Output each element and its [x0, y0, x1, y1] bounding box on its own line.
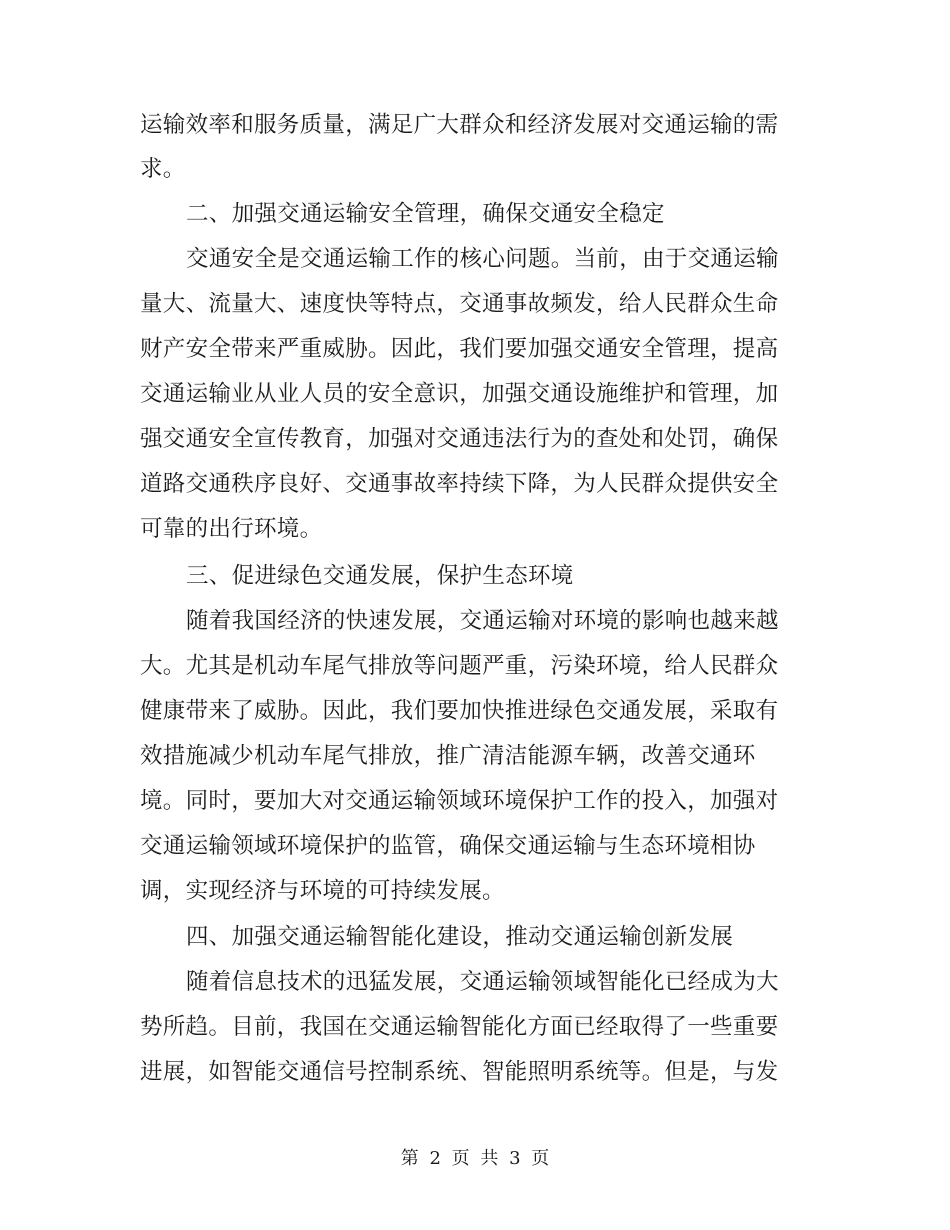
section-heading: 四、加强交通运输智能化建设，推动交通运输创新发展 — [186, 924, 734, 950]
section-heading: 三、促进绿色交通发展，保护生态环境 — [186, 563, 574, 589]
text-line: 可靠的出行环境。 — [140, 516, 323, 542]
text-line: 量大、流量大、速度快等特点，交通事故频发，给人民群众生命 — [140, 291, 779, 317]
text-line: 道路交通秩序良好、交通事故率持续下降，为人民群众提供安全 — [140, 471, 779, 497]
text-line: 健康带来了威胁。因此，我们要加快推进绿色交通发展，采取有 — [140, 698, 779, 724]
text-line: 进展，如智能交通信号控制系统、智能照明系统等。但是，与发 — [140, 1059, 779, 1085]
page-number-footer: 第 2 页 共 3 页 — [400, 1148, 550, 1169]
text-line: 运输效率和服务质量，满足广大群众和经济发展对交通运输的需 — [140, 112, 779, 138]
section-heading: 二、加强交通运输安全管理，确保交通安全稳定 — [186, 201, 665, 227]
text-line: 随着信息技术的迅猛发展，交通运输领域智能化已经成为大 — [186, 969, 779, 995]
text-line: 求。 — [140, 156, 186, 182]
text-line: 效措施减少机动车尾气排放，推广清洁能源车辆，改善交通环 — [140, 743, 756, 769]
text-line: 交通运输领域环境保护的监管，确保交通运输与生态环境相协 — [140, 833, 756, 859]
text-line: 交通安全是交通运输工作的核心问题。当前，由于交通运输 — [186, 246, 779, 272]
text-line: 调，实现经济与环境的可持续发展。 — [140, 878, 505, 904]
text-line: 交通运输业从业人员的安全意识，加强交通设施维护和管理，加 — [140, 381, 779, 407]
text-line: 大。尤其是机动车尾气排放等问题严重，污染环境，给人民群众 — [140, 653, 779, 679]
text-line: 势所趋。目前，我国在交通运输智能化方面已经取得了一些重要 — [140, 1014, 779, 1040]
text-line: 随着我国经济的快速发展，交通运输对环境的影响也越来越 — [186, 608, 779, 634]
text-line: 境。同时，要加大对交通运输领域环境保护工作的投入，加强对 — [140, 788, 779, 814]
text-line: 财产安全带来严重威胁。因此，我们要加强交通安全管理，提高 — [140, 336, 779, 362]
text-line: 强交通安全宣传教育，加强对交通违法行为的查处和处罚，确保 — [140, 426, 779, 452]
